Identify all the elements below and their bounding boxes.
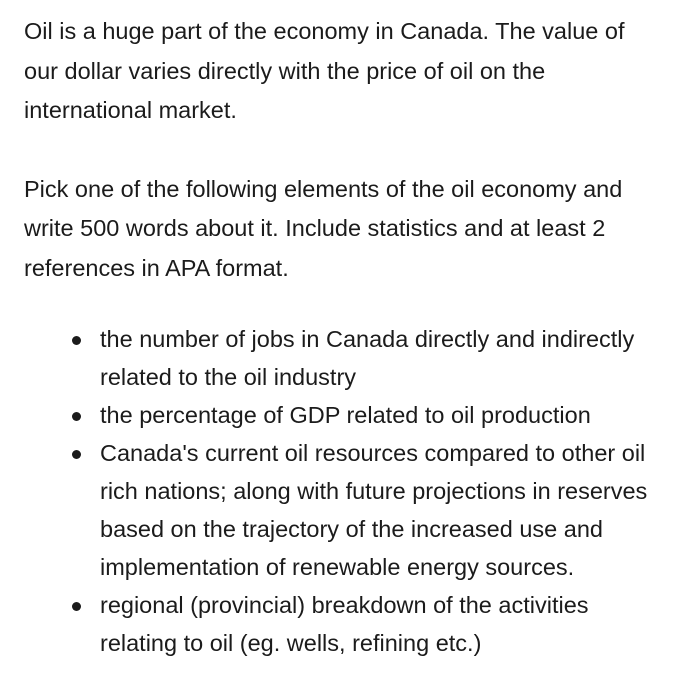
topic-regional-breakdown: regional (provincial) breakdown of the activities relating to oil (eg. wells, refining etc.) (100, 586, 664, 662)
intro-paragraph: Oil is a huge part of the economy in Canada. The value of our dollar varies directly with the price of oil on the international market. (24, 18, 625, 123)
topic-list (24, 320, 664, 662)
task-paragraph: Pick one of the following elements of the oil economy and write 500 words about it. Include statistics and at least 2 references in APA format. (24, 175, 623, 281)
topic-gdp: the percentage of GDP related to oil production (100, 396, 664, 434)
topic-jobs: the number of jobs in Canada directly and indirectly related to the oil industry (100, 320, 664, 396)
topic-resources: Canada's current oil resources compared to other oil rich nations; along with future projections in reserves based on the trajectory of the increased use and implementation of renewable energy sources. (100, 434, 664, 586)
document-body (24, 12, 664, 662)
